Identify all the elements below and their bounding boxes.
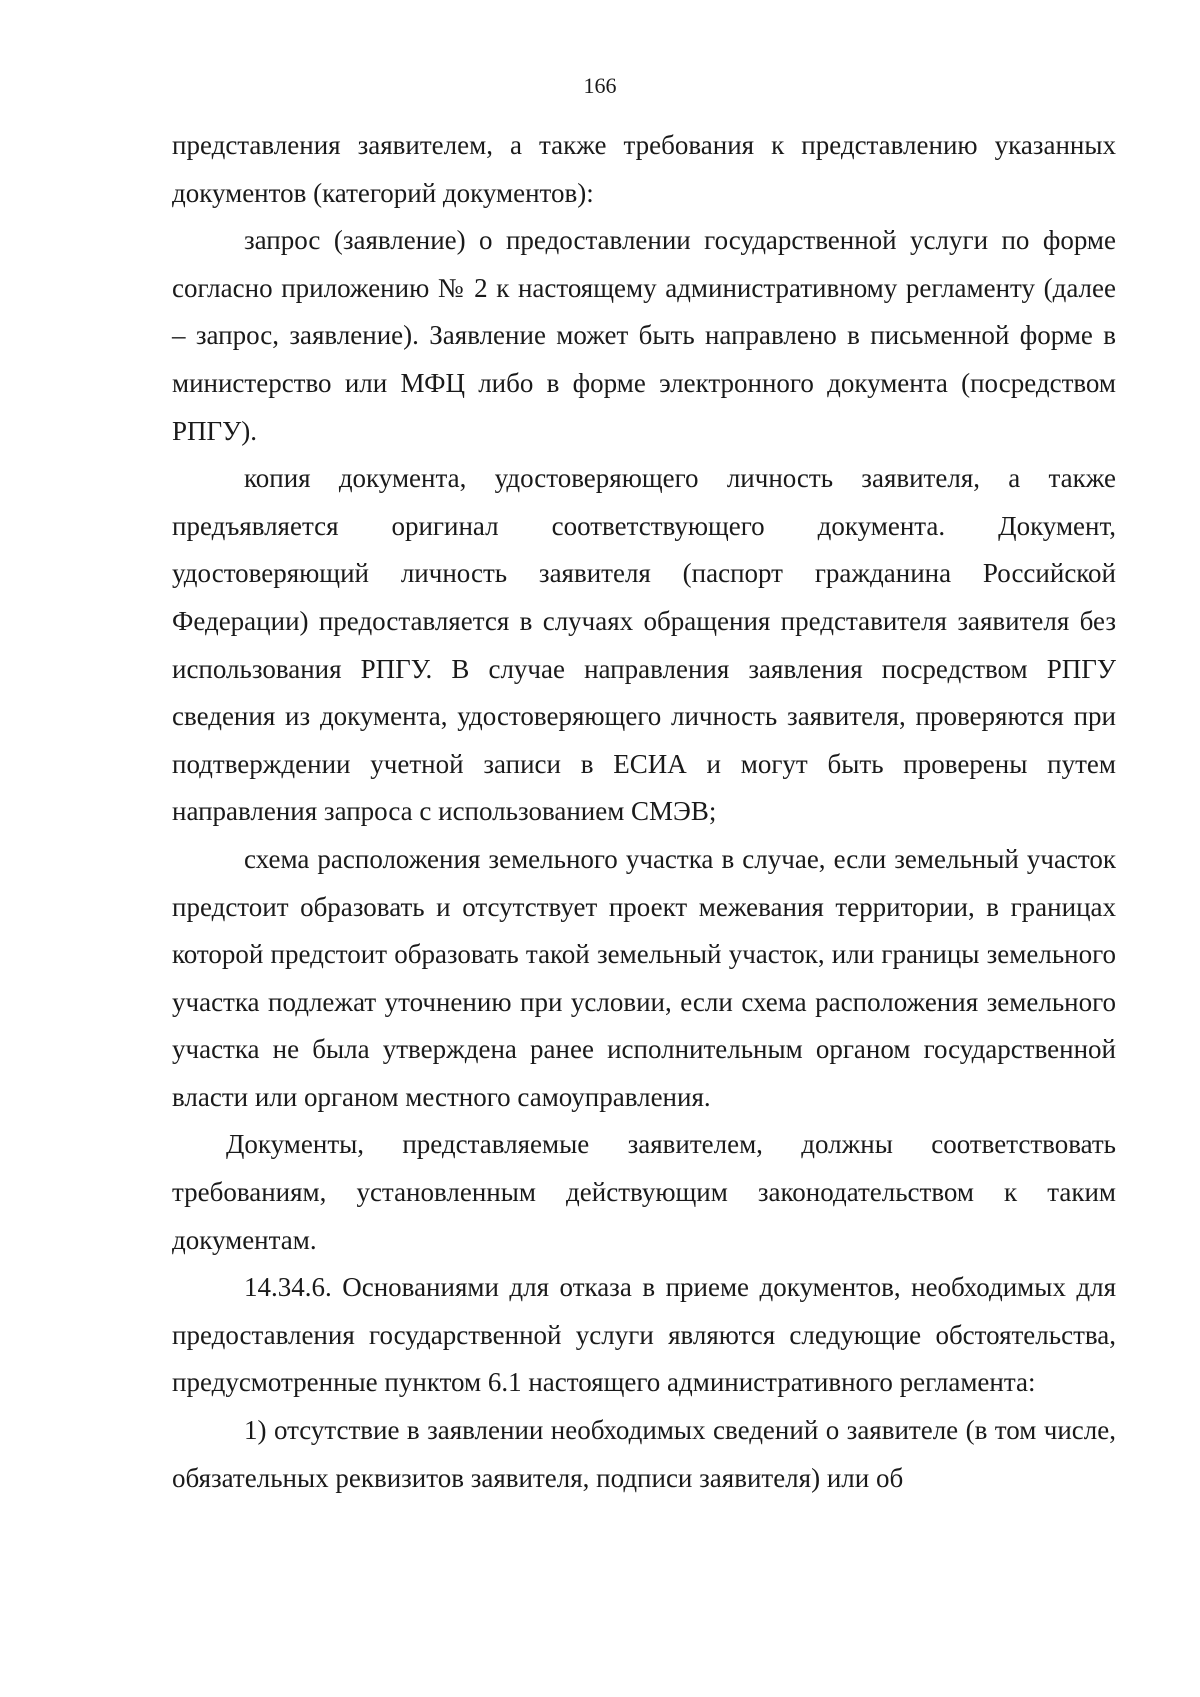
document-body [172,122,1116,1502]
page-number: 166 [583,73,617,98]
paragraph-continuation: представления заявителем, а также требования к представлению указанных документов (категорий документов): [172,130,1116,208]
paragraph-list-item-1: 1) отсутствие в заявлении необходимых сведений о заявителе (в том числе, обязательных реквизитов заявителя, подписи заявителя) или об [172,1415,1116,1493]
paragraph-identity-document: копия документа, удостоверяющего личность заявителя, а также предъявляется оригинал соответствующего документа. Документ, удостоверяющий личность заявителя (паспорт гражданина Российской Федерации) предоставляется в случаях обращения представителя заявителя без использования РПГУ. В случае направления заявления посредством РПГУ сведения из документа, удостоверяющего личность заявителя, проверяются при подтверждении учетной записи в ЕСИА и могут быть проверены путем направления запроса с использованием СМЭВ; [172,463,1116,827]
paragraph-refusal-grounds: 14.34.6. Основаниями для отказа в приеме документов, необходимых для предоставления государственной услуги являются следующие обстоятельства, предусмотренные пунктом 6.1 настоящего административного регламента: [172,1272,1116,1398]
paragraph-documents-requirements: Документы, представляемые заявителем, должны соответствовать требованиям, установленным действующим законодательством к таким документам. [172,1129,1116,1255]
paragraph-request-application: запрос (заявление) о предоставлении государственной услуги по форме согласно приложению № 2 к настоящему административному регламенту (далее – запрос, заявление). Заявление может быть направлено в письменной форме в министерство или МФЦ либо в форме электронного документа (посредством РПГУ). [172,225,1116,446]
paragraph-land-plot-scheme: схема расположения земельного участка в случае, если земельный участок предстоит образовать и отсутствует проект межевания территории, в границах которой предстоит образовать такой земельный участок, или границы земельного участка подлежат уточнению при условии, если схема расположения земельного участка не была утверждена ранее исполнительным органом государственной власти или органом местного самоуправления. [172,843,1116,1112]
